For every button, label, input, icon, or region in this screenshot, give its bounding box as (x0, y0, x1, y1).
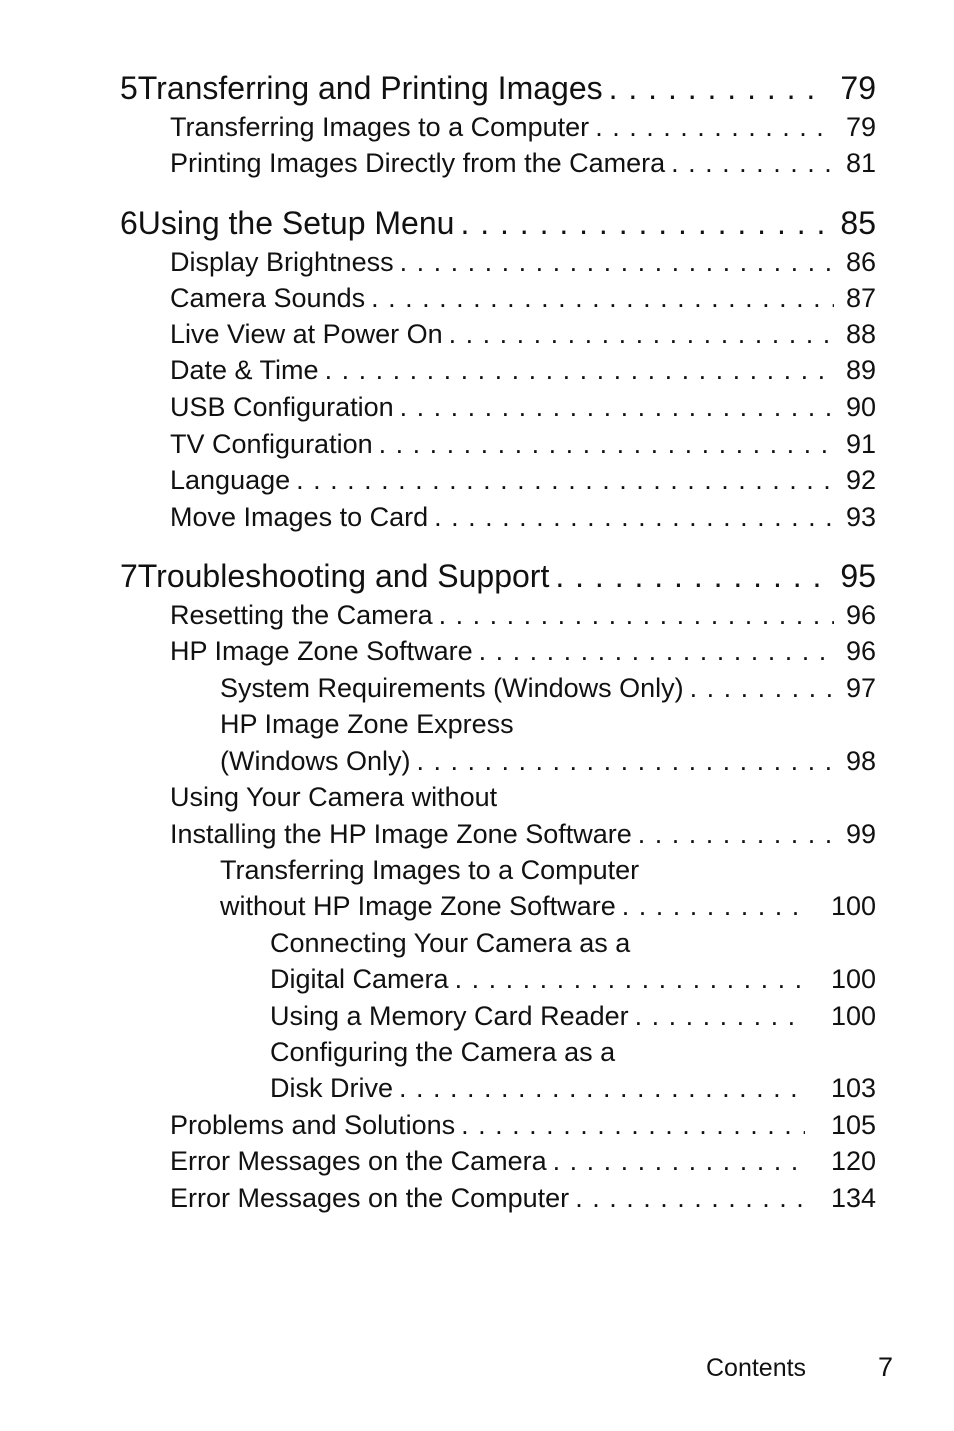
toc-item-label: Digital Camera (270, 964, 449, 994)
page-number: 81 (845, 148, 876, 178)
toc-item[interactable] (170, 465, 876, 496)
dot-leader (399, 1073, 805, 1104)
page-number: 98 (845, 746, 876, 776)
toc-item[interactable] (170, 502, 876, 533)
toc-item[interactable] (170, 148, 876, 179)
toc-item-label: Error Messages on the Camera (170, 1146, 547, 1176)
chapter-title: Transferring and Printing Images (137, 70, 603, 106)
toc-item-label: Using a Memory Card Reader (270, 1001, 629, 1031)
dot-leader (555, 558, 828, 595)
page-number: 96 (845, 636, 876, 666)
toc-item[interactable] (170, 112, 876, 143)
toc-item-label: Language (170, 465, 291, 495)
toc-item[interactable] (170, 1146, 876, 1177)
dot-leader (371, 283, 834, 314)
dot-leader (417, 746, 834, 777)
toc-item-label: Error Messages on the Computer (170, 1183, 570, 1213)
toc-item-label-line1: HP Image Zone Express (220, 709, 514, 739)
toc-item[interactable] (270, 964, 876, 995)
toc-item-label: USB Configuration (170, 392, 394, 422)
page-number: 86 (845, 247, 876, 277)
dot-leader (455, 964, 805, 995)
page-number: 92 (845, 465, 876, 495)
toc-item[interactable] (270, 1073, 876, 1104)
toc-item-label: (Windows Only) (220, 746, 411, 776)
dot-leader (400, 392, 834, 423)
page-number: 91 (845, 429, 876, 459)
page-number: 85 (840, 205, 876, 241)
dot-leader (439, 600, 834, 631)
toc-item-label: System Requirements (Windows Only) (220, 673, 684, 703)
toc-item[interactable] (170, 355, 876, 386)
chapter-number: 5 (120, 70, 138, 106)
toc-item[interactable] (220, 746, 876, 777)
page-number: 103 (830, 1073, 876, 1103)
toc-item-label: Transferring Images to a Computer (170, 112, 590, 142)
toc-chapter-6[interactable] (120, 205, 876, 242)
toc-item[interactable] (170, 429, 876, 460)
toc-item[interactable] (170, 1183, 876, 1214)
toc-item-label: HP Image Zone Software (170, 636, 473, 666)
page-number: 105 (830, 1110, 876, 1140)
dot-leader (434, 502, 834, 533)
chapter-number: 6 (120, 205, 138, 241)
dot-leader (609, 70, 829, 107)
toc-item-label-line1: Configuring the Camera as a (270, 1037, 616, 1067)
toc-item[interactable] (170, 600, 876, 631)
dot-leader (638, 819, 834, 850)
toc-item-label: Problems and Solutions (170, 1110, 456, 1140)
chapter-number: 7 (120, 558, 138, 594)
page-number: 99 (845, 819, 876, 849)
dot-leader (460, 205, 828, 242)
toc-item-label: Move Images to Card (170, 502, 429, 532)
page-number: 88 (845, 319, 876, 349)
toc-chapter-5[interactable] (120, 70, 876, 107)
dot-leader (400, 247, 834, 278)
toc-item-label: Printing Images Directly from the Camera (170, 148, 666, 178)
dot-leader (553, 1146, 805, 1177)
toc-item-label-line1: Transferring Images to a Computer (220, 855, 640, 885)
dot-leader (635, 1001, 805, 1032)
dot-leader (671, 148, 834, 179)
page-number: 79 (840, 70, 876, 106)
dot-leader (461, 1110, 805, 1141)
toc-item-label-line1: Using Your Camera without (170, 782, 498, 812)
toc-item-label: Installing the HP Image Zone Software (170, 819, 632, 849)
dot-leader (622, 891, 805, 922)
chapter-title: Troubleshooting and Support (137, 558, 550, 594)
dot-leader (595, 112, 834, 143)
page-number: 120 (830, 1146, 876, 1176)
footer-section-label: Contents (706, 1354, 807, 1382)
toc-item-label: Camera Sounds (170, 283, 366, 313)
toc-chapter-7[interactable] (120, 558, 876, 595)
footer-page-number: 7 (878, 1352, 894, 1382)
toc-item[interactable] (170, 247, 876, 278)
page-number: 96 (845, 600, 876, 630)
dot-leader (379, 429, 834, 460)
dot-leader (479, 636, 834, 667)
dot-leader (690, 673, 834, 704)
dot-leader (296, 465, 834, 496)
dot-leader (325, 355, 834, 386)
page-number: 90 (845, 392, 876, 422)
page-number: 93 (845, 502, 876, 532)
toc-item-label: Resetting the Camera (170, 600, 433, 630)
toc-item[interactable] (170, 636, 876, 667)
dot-leader (575, 1183, 805, 1214)
toc-item[interactable] (170, 319, 876, 350)
toc-item[interactable] (270, 1001, 876, 1032)
page-number: 79 (845, 112, 876, 142)
chapter-title: Using the Setup Menu (137, 205, 455, 241)
toc-item[interactable] (170, 819, 876, 850)
toc-item-label: Disk Drive (270, 1073, 394, 1103)
toc-item-label-line1: Connecting Your Camera as a (270, 928, 631, 958)
page-number: 100 (830, 964, 876, 994)
toc-item-label: Date & Time (170, 355, 319, 385)
page-number: 100 (830, 891, 876, 921)
toc-item-label: Display Brightness (170, 247, 394, 277)
page-number: 95 (840, 558, 876, 594)
toc-item[interactable] (170, 283, 876, 314)
toc-item[interactable] (170, 392, 876, 423)
toc-item[interactable] (220, 673, 876, 704)
toc-item-label: without HP Image Zone Software (220, 891, 616, 921)
page-number: 134 (830, 1183, 876, 1213)
page-number: 89 (845, 355, 876, 385)
page-number: 97 (845, 673, 876, 703)
toc-item[interactable] (220, 891, 876, 922)
page-number: 100 (830, 1001, 876, 1031)
toc-item-label: Live View at Power On (170, 319, 443, 349)
toc-item[interactable] (170, 1110, 876, 1141)
toc-item-label: TV Configuration (170, 429, 373, 459)
dot-leader (449, 319, 834, 350)
page-number: 87 (845, 283, 876, 313)
